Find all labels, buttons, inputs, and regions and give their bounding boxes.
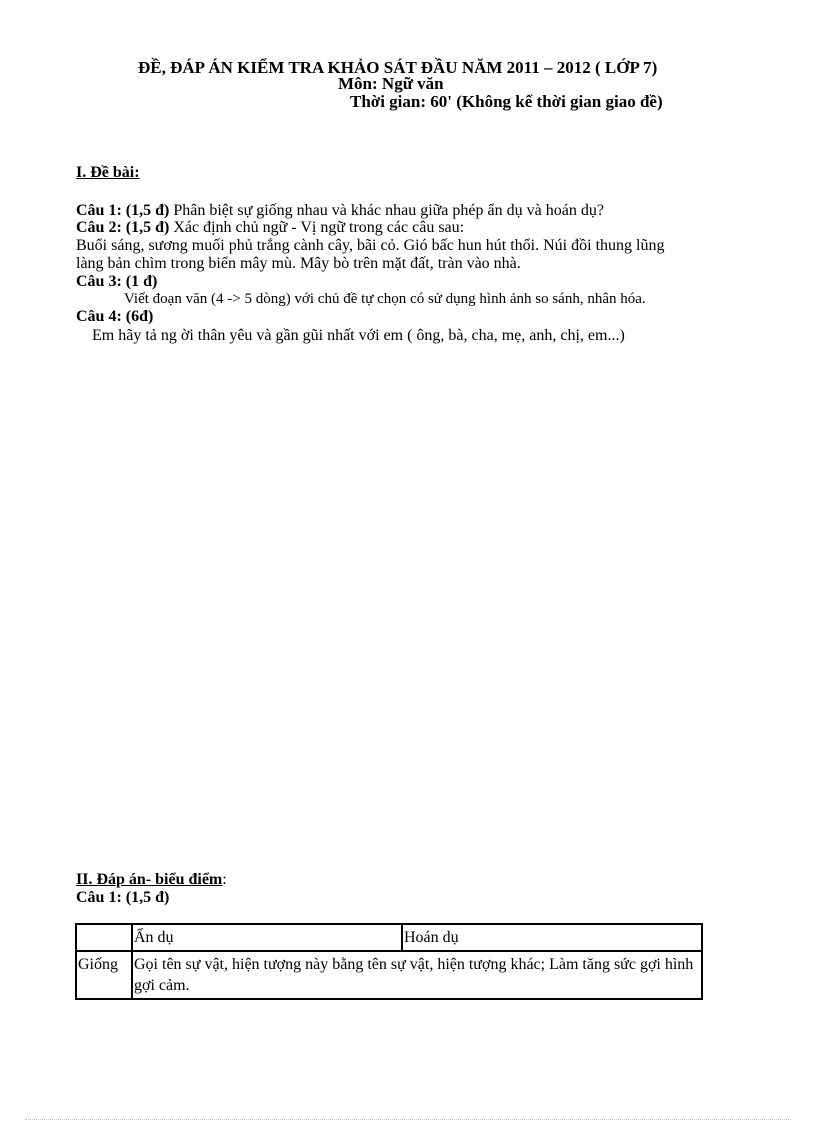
answer-table <box>75 923 703 1000</box>
question-4-label: Câu 4: (6đ) <box>76 308 154 325</box>
section-2-heading-row <box>76 871 227 889</box>
table-header-hoan-du: Hoán dụ <box>402 924 702 951</box>
time-line: Thời gian: 60' (Không kể thời gian giao đề) <box>350 92 663 111</box>
table-header-empty <box>76 924 132 951</box>
page-bottom-border <box>25 1119 791 1120</box>
table-header-row <box>76 924 702 951</box>
subject-line: Môn: Ngữ văn <box>338 74 444 93</box>
table-row-text: Gọi tên sự vật, hiện tượng này bằng tên sự vật, hiện tượng khác; Làm tăng sức gợi hình gợi cảm. <box>132 951 702 999</box>
table-row-label: Giống <box>76 951 132 999</box>
question-2-label-text: Câu 2: (1,5 đ) <box>76 219 170 236</box>
section-1-heading: I. Đề bài: <box>76 164 140 181</box>
question-2-passage-line-1: Buổi sáng, sương muối phủ trắng cành cây, bãi cỏ. Gió bấc hun hút thổi. Núi đồi thung lũng <box>76 237 665 254</box>
table-header-an-du: Ẩn dụ <box>132 924 402 951</box>
question-2-row <box>76 219 464 237</box>
question-1-label: Câu 1: (1,5 đ) <box>76 202 170 219</box>
section-2-heading-colon: : <box>222 871 227 888</box>
question-2-passage-line-2: làng bản chìm trong biển mây mù. Mây bò trên mặt đất, tràn vào nhà. <box>76 255 521 272</box>
question-1 <box>76 202 604 220</box>
question-3-label: Câu 3: (1 đ) <box>76 273 158 290</box>
answer-1-label: Câu 1: (1,5 đ) <box>76 889 170 906</box>
question-4-text: Em hãy tả ng ời thân yêu và gần gũi nhất với em ( ông, bà, cha, mẹ, anh, chị, em...) <box>92 327 625 344</box>
table-row <box>76 951 702 999</box>
question-1-text: Phân biệt sự giống nhau và khác nhau giữa phép ẩn dụ và hoán dụ? <box>169 202 604 219</box>
question-3-text: Viết đoạn văn (4 -> 5 dòng) với chủ đề tự chọn có sử dụng hình ảnh so sánh, nhân hóa. <box>124 291 646 307</box>
document-title: ĐỀ, ĐÁP ÁN KIỂM TRA KHẢO SÁT ĐẦU NĂM 2011 – 2012 ( LỚP 7) <box>138 58 658 77</box>
section-2-heading: II. Đáp án- biểu điểm <box>76 871 223 888</box>
question-2-text: Xác định chủ ngữ - Vị ngữ trong các câu sau: <box>169 219 465 236</box>
